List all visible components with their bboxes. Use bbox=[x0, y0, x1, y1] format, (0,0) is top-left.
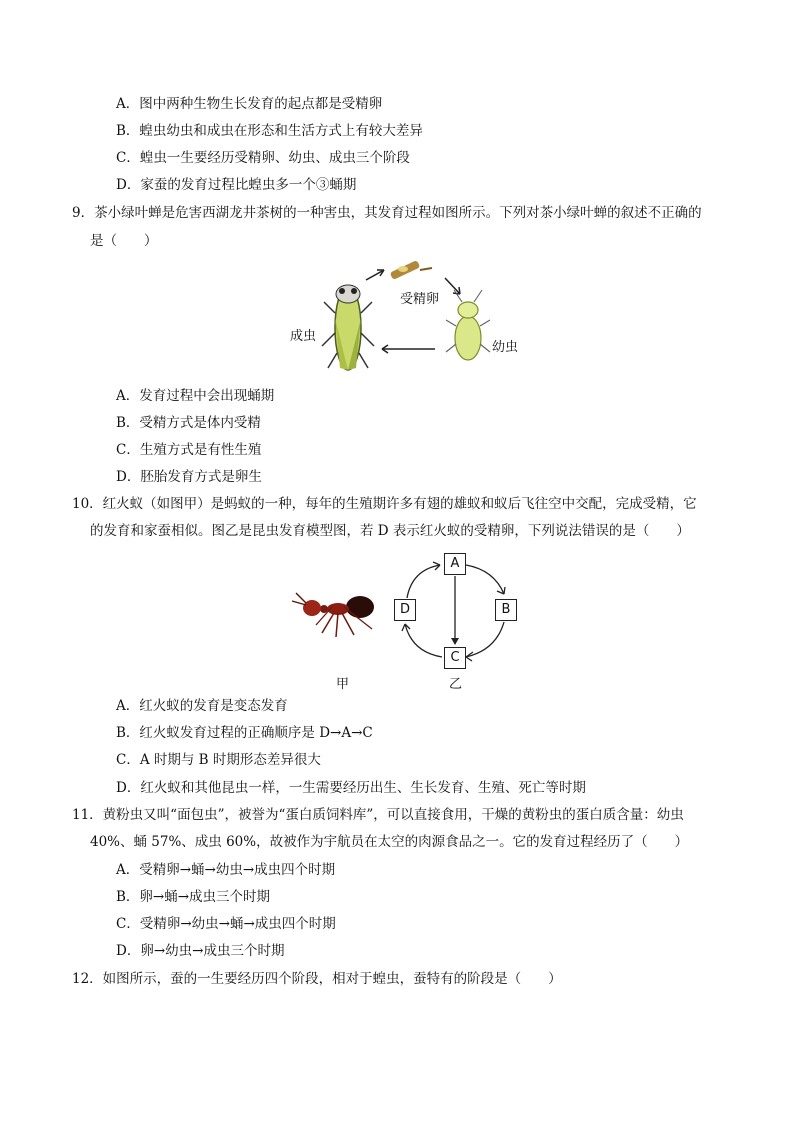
fig-label-adult: 成虫 bbox=[290, 329, 317, 344]
q11-option-d: D．卵→幼虫→成虫三个时期 bbox=[116, 943, 285, 959]
q10-option-b: B．红火蚁发育过程的正确顺序是 D→A→C bbox=[116, 725, 373, 741]
q8-option-b: B．蝗虫幼虫和成虫在形态和生活方式上有较大差异 bbox=[116, 123, 423, 139]
q10-option-a: A．红火蚁的发育是变态发育 bbox=[116, 698, 288, 714]
stage-box-b: B bbox=[495, 599, 517, 621]
q11-option-c: C．受精卵→幼虫→蛹→成虫四个时期 bbox=[116, 916, 336, 932]
egg-on-twig-image bbox=[390, 260, 432, 280]
leafhopper-lifecycle-figure bbox=[280, 258, 530, 378]
q8-option-d: D．家蚕的发育过程比蝗虫多一个③蛹期 bbox=[116, 177, 357, 193]
q11-stem-line2: 40%、蛹 57%、成虫 60%，故被作为宇航员在太空的肉源食品之一。它的发育过程经历了（ ） bbox=[90, 834, 689, 850]
fig-label-larva: 幼虫 bbox=[492, 340, 519, 355]
stage-box-d: D bbox=[394, 599, 416, 621]
q10-stem-line1: 10．红火蚁（如图甲）是蚂蚁的一种，每年的生殖期许多有翅的雄蚁和蚁后飞往空中交配，完成受精，它 bbox=[72, 496, 697, 512]
fig-label-jia: 甲 bbox=[336, 677, 350, 692]
fig-label-yi: 乙 bbox=[449, 677, 463, 692]
adult-leafhopper-image bbox=[322, 285, 374, 370]
stage-box-c: C bbox=[444, 647, 466, 669]
q10-stem-line2: 的发育和家蚕相似。图乙是昆虫发育模型图，若 D 表示红火蚁的受精卵，下列说法错误的是（ ） bbox=[90, 523, 690, 539]
q11-option-b: B．卵→蛹→成虫三个时期 bbox=[116, 889, 271, 905]
larva-leafhopper-image bbox=[446, 290, 490, 360]
q9-option-b: B．受精方式是体内受精 bbox=[116, 415, 261, 431]
q11-stem-line1: 11．黄粉虫又叫“面包虫”，被誉为“蛋白质饲料库”，可以直接食用，干燥的黄粉虫的蛋白质含量：幼虫 bbox=[72, 807, 684, 823]
q8-option-a: A．图中两种生物生长发育的起点都是受精卵 bbox=[116, 96, 383, 112]
red-fire-ant-image bbox=[288, 585, 383, 645]
stage-box-a: A bbox=[444, 553, 466, 575]
q9-option-a: A．发育过程中会出现蛹期 bbox=[116, 388, 275, 404]
q10-option-c: C．A 时期与 B 时期形态差异很大 bbox=[116, 752, 321, 768]
arrow-a-to-b bbox=[466, 565, 504, 594]
q8-option-c: C．蝗虫一生要经历受精卵、幼虫、成虫三个阶段 bbox=[116, 150, 410, 166]
arrow-c-to-d bbox=[405, 624, 442, 657]
fig-label-egg: 受精卵 bbox=[400, 292, 440, 307]
arrow-b-to-c bbox=[466, 622, 504, 657]
q9-option-d: D．胚胎发育方式是卵生 bbox=[116, 469, 262, 485]
q9-option-c: C．生殖方式是有性生殖 bbox=[116, 442, 262, 458]
q11-option-a: A．受精卵→蛹→幼虫→成虫四个时期 bbox=[116, 862, 336, 878]
arrow-egg-to-larva bbox=[445, 278, 460, 294]
q12-stem-line1: 12．如图所示，蚕的一生要经历四个阶段，相对于蝗虫，蚕特有的阶段是（ ） bbox=[72, 971, 562, 987]
q9-stem-line1: 9．茶小绿叶蝉是危害西湖龙井茶树的一种害虫，其发育过程如图所示。下列对茶小绿叶蝉的叙述不正确的 bbox=[72, 205, 702, 221]
q9-stem-line2: 是（ ） bbox=[90, 233, 158, 249]
q10-option-d: D．红火蚁和其他昆虫一样，一生需要经历出生、生长发育、生殖、死亡等时期 bbox=[116, 780, 586, 796]
